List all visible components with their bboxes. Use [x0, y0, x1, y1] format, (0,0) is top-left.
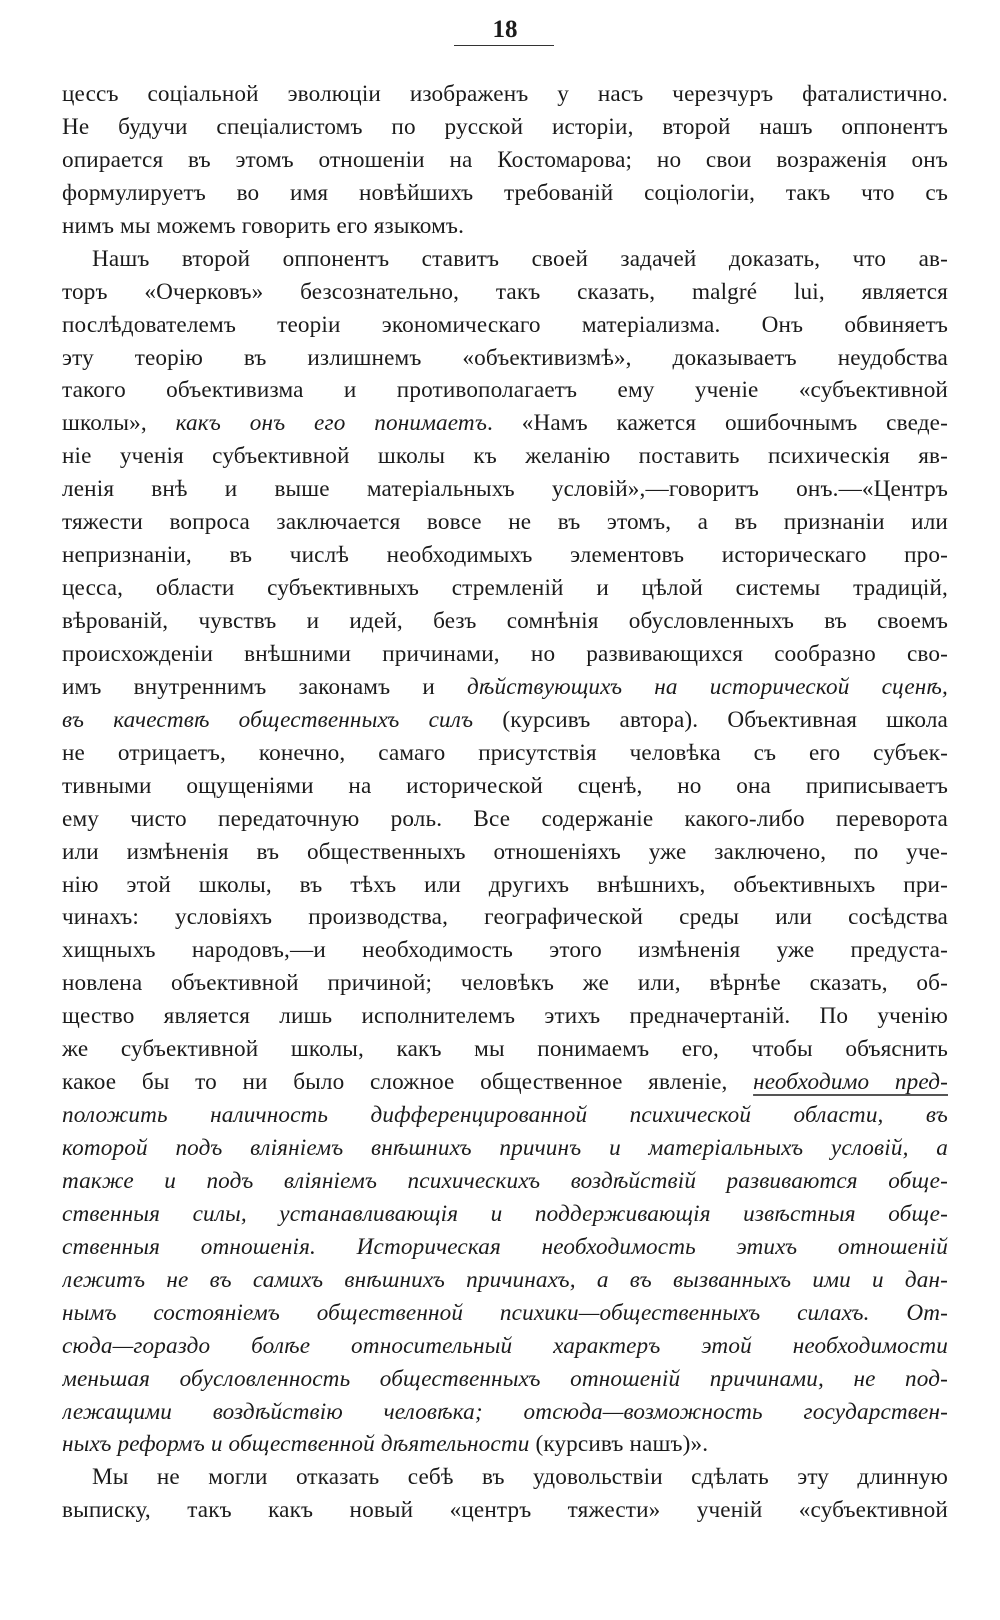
text-line: сюда—гораздо болѣе относительный характеръ этой необходимости	[62, 1332, 948, 1359]
text-line: нію этой школы, въ тѣхъ или другихъ внѣшнихъ, объективныхъ при-	[62, 871, 948, 898]
italic-run: дѣйствующихъ на исторической сценѣ,	[466, 673, 948, 700]
text-line: тяжести вопроса заключается вовсе не въ этомъ, а въ признаніи или	[62, 509, 948, 536]
text-line: выписку, такъ какъ новый «центръ тяжести» ученій «субъективной	[62, 1497, 948, 1524]
text-line: или измѣненія въ общественныхъ отношеніяхъ уже заключено, по уче-	[62, 838, 948, 865]
text-line	[62, 1066, 948, 1099]
text-line: тивными ощущеніями на исторической сценѣ, но она приписываетъ	[62, 772, 948, 799]
text-line: опирается въ этомъ отношеніи на Костомарова; но свои возраженія онъ	[62, 146, 948, 173]
text-line: новлена объективной причиной; человѣкъ же или, вѣрнѣе сказать, об-	[62, 970, 948, 997]
text-line	[62, 671, 948, 704]
text-line: Нашъ второй оппонентъ ставитъ своей задачей доказать, что ав-	[92, 245, 948, 272]
text-line: непризнаніи, въ числѣ необходимыхъ элементовъ историческаго про-	[62, 542, 948, 569]
text-line: положить наличность дифференцированной психической области, въ	[62, 1102, 948, 1129]
text-line: чинахъ: условіяхъ производства, географической среды или сосѣдства	[62, 904, 948, 931]
text-line: происхожденіи внѣшними причинами, но развивающихся сообразно сво-	[62, 640, 948, 667]
text-line: такого объективизма и противополагаетъ ему ученіе «субъективной	[62, 377, 948, 404]
text-line: ему чисто передаточную роль. Все содержаніе какого-либо переворота	[62, 805, 948, 832]
text-run: школы»,	[62, 410, 176, 437]
text-line: Не будучи спеціалистомъ по русской исторіи, второй нашъ оппонентъ	[62, 113, 948, 140]
text-line: ніе ученія субъективной школы къ желанію поставить психическія яв-	[62, 443, 948, 470]
body-text	[62, 78, 948, 1527]
text-line: вѣрованій, чувствъ и идей, безъ сомнѣнія обусловленныхъ въ своемъ	[62, 608, 948, 634]
text-line: же субъективной школы, какъ мы понимаемъ его, чтобы объяснить	[62, 1036, 948, 1063]
text-line: торъ «Очерковъ» безсознательно, такъ сказать, malgré lui, является	[62, 278, 948, 305]
text-line: послѣдователемъ теоріи экономическаго матеріализма. Онъ обвиняетъ	[62, 311, 948, 338]
text-line	[62, 704, 948, 737]
text-line: цесса, области субъективныхъ стремленій и цѣлой системы традицій,	[62, 575, 948, 602]
text-run: (курсивъ нашъ)».	[529, 1431, 709, 1458]
text-line: щество является лишь исполнителемъ этихъ предначертаній. По ученію	[62, 1003, 948, 1030]
text-run: имъ внутреннимъ законамъ и	[62, 673, 467, 700]
italic-run: ныхъ реформъ и общественной дѣятельности	[62, 1431, 530, 1458]
header-rule	[454, 45, 554, 46]
text-run: какое бы то ни было сложное общественное явленіе,	[62, 1069, 754, 1096]
text-line: ственныя отношенія. Историческая необходимость этихъ отношеній	[62, 1233, 948, 1260]
text-line: также и подъ вліяніемъ психическихъ воздѣйствій развиваются обще-	[62, 1167, 948, 1194]
text-line: ленія внѣ и выше матеріальныхъ условій»,—говоритъ онъ.—«Центръ	[62, 476, 948, 503]
text-line: эту теорію въ излишнемъ «объективизмѣ», доказываетъ неудобства	[62, 344, 948, 371]
text-line: цессъ соціальной эволюціи изображенъ у насъ черезчуръ фаталистично.	[62, 81, 948, 107]
text-line: нымъ состояніемъ общественной психики—общественныхъ силахъ. От-	[62, 1299, 948, 1326]
text-run: (курсивъ автора). Объективная школа	[473, 706, 948, 733]
italic-run: какъ онъ его понимаетъ	[175, 410, 488, 437]
page-number: 18	[492, 16, 518, 43]
text-run: . «Намъ кажется ошибочнымъ сведе-	[487, 410, 948, 437]
text-line	[62, 1428, 948, 1461]
text-line: меньшая обусловленность общественныхъ отношеній причинами, не под-	[62, 1365, 948, 1392]
text-line: лежащими воздѣйствію человѣка; отсюда—возможность государствен-	[62, 1398, 948, 1425]
text-line: нимъ мы можемъ говорить его языкомъ.	[62, 212, 465, 239]
text-line: не отрицаетъ, конечно, самаго присутствія человѣка съ его субъек-	[62, 739, 948, 766]
text-line: хищныхъ народовъ,—и необходимость этого измѣненія уже предуста-	[62, 937, 948, 964]
text-line	[62, 407, 948, 440]
text-line: формулируетъ во имя новѣйшихъ требованій соціологіи, такъ что съ	[62, 179, 948, 206]
text-line: которой подъ вліяніемъ внѣшнихъ причинъ и матеріальныхъ условій, а	[62, 1135, 948, 1161]
text-line: Мы не могли отказать себѣ въ удовольствіи сдѣлать эту длинную	[92, 1464, 948, 1491]
text-line: лежитъ не въ самихъ внѣшнихъ причинахъ, а въ вызванныхъ ими и дан-	[62, 1266, 948, 1293]
italic-run: въ качествѣ общественныхъ силъ	[62, 706, 474, 733]
italic-run: необходимо пред-	[753, 1069, 948, 1096]
text-line: ственныя силы, устанавливающія и поддерживающія извѣстныя обще-	[62, 1200, 948, 1227]
